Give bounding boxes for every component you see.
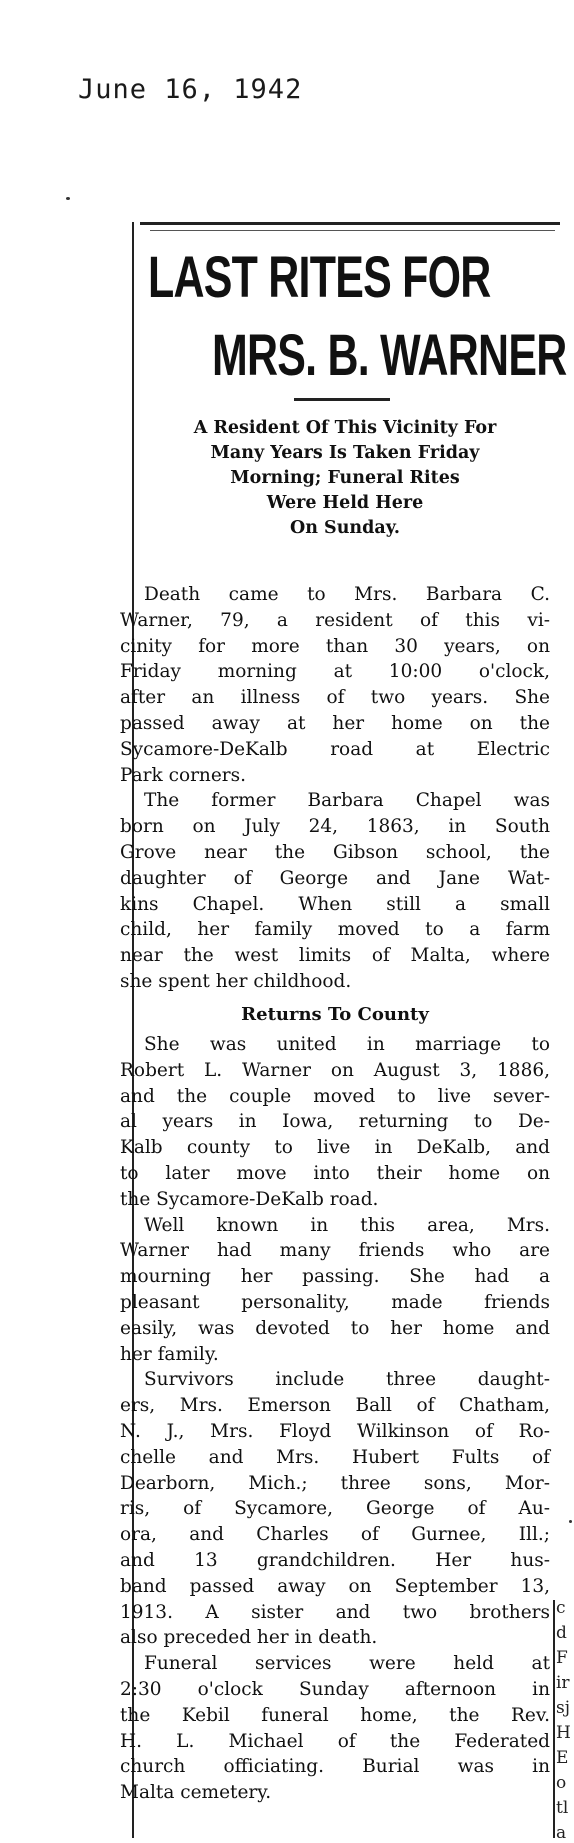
article-line: to later move into their home on (120, 1162, 550, 1184)
article-line: N. J., Mrs. Floyd Wilkinson of Ro- (120, 1420, 550, 1442)
margin-fragment: c (556, 1598, 566, 1618)
deck-line: A Resident Of This Vicinity For (193, 418, 497, 438)
margin-fragment: tl (556, 1798, 569, 1818)
article-paragraph (120, 1032, 550, 1213)
margin-fragment: H (556, 1723, 571, 1743)
article-paragraph (120, 582, 550, 788)
article-line: the Kebil funeral home, the Rev. (120, 1704, 550, 1726)
deck-line: Many Years Is Taken Friday (210, 443, 480, 463)
scan-speck (569, 1520, 572, 1523)
article-line: Kalb county to live in DeKalb, and (120, 1137, 550, 1159)
margin-fragment: E (556, 1748, 569, 1768)
article-line: Death came to Mrs. Barbara C. (144, 584, 550, 605)
clipping-top-rule-thin (150, 230, 555, 231)
clipping-date: June 16, 1942 (78, 74, 303, 105)
article-line: Grove near the Gibson school, the (120, 841, 550, 863)
article-line: cinity for more than 30 years, on (120, 635, 550, 657)
article-line: kins Chapel. When still a small (120, 893, 550, 915)
margin-fragment: F (556, 1648, 568, 1668)
article-line: Warner had many friends who are (120, 1240, 550, 1262)
article-line: ers, Mrs. Emerson Ball of Chatham, (120, 1395, 550, 1417)
deck-line: Morning; Funeral Rites (230, 468, 460, 488)
article-paragraph (120, 1651, 550, 1806)
article-line: 2:30 o'clock Sunday afternoon in (120, 1678, 550, 1700)
article-line: H. L. Michael of the Federated (120, 1730, 550, 1752)
article-line: the Sycamore-DeKalb road. (120, 1188, 379, 1210)
article-line: easily, was devoted to her home and (120, 1317, 550, 1339)
article-line: near the west limits of Malta, where (120, 945, 550, 967)
article-line: ris, of Sycamore, George of Au- (120, 1498, 550, 1520)
article-line: chelle and Mrs. Hubert Fults of (120, 1446, 550, 1468)
scan-speck (66, 197, 70, 200)
article-line: Sycamore-DeKalb road at Electric (120, 738, 550, 760)
article-line: also preceded her in death. (120, 1627, 378, 1649)
article-line: and 13 grandchildren. Her hus- (120, 1549, 550, 1571)
article-section-1 (120, 582, 550, 995)
article-line: She was united in marriage to (144, 1034, 550, 1055)
margin-fragment: sj (556, 1698, 570, 1718)
article-line: Dearborn, Mich.; three sons, Mor- (120, 1472, 550, 1494)
article-line: passed away at her home on the (120, 712, 550, 734)
margin-fragment: a (556, 1823, 567, 1843)
article-line: and the couple moved to live sever- (120, 1085, 550, 1107)
article-line: she spent her childhood. (120, 970, 352, 992)
article-line: The former Barbara Chapel was (144, 790, 550, 812)
column-edge (553, 1600, 555, 1838)
article-line: church officiating. Burial was in (120, 1756, 550, 1778)
article-section-2 (120, 1032, 550, 1806)
article-paragraph (120, 1213, 550, 1368)
article-line: her family. (120, 1343, 219, 1365)
article-line: Funeral services were held at (144, 1653, 550, 1675)
deck-line: Were Held Here (266, 493, 424, 513)
article-line: born on July 24, 1863, in South (120, 816, 550, 838)
margin-fragment: ir (556, 1673, 570, 1693)
article-line: after an illness of two years. She (120, 687, 550, 709)
headline-line-2: MRS. B. WARNER (212, 323, 567, 388)
headline-rule (294, 398, 390, 401)
article-line: ora, and Charles of Gurnee, Ill.; (120, 1524, 550, 1546)
article-line: Well known in this area, Mrs. (144, 1214, 550, 1236)
subheadline-deck (140, 416, 550, 541)
deck-line: On Sunday. (290, 518, 400, 538)
margin-fragment: o (556, 1773, 567, 1793)
article-line: Warner, 79, a resident of this vi- (120, 609, 550, 631)
article-paragraph (120, 1367, 550, 1651)
article-line: 1913. A sister and two brothers (120, 1601, 550, 1623)
section-subhead: Returns To County (241, 1004, 429, 1025)
margin-fragment: d (556, 1623, 567, 1643)
article-line: Survivors include three daught- (144, 1369, 550, 1391)
article-line: Robert L. Warner on August 3, 1886, (120, 1059, 550, 1081)
headline-line-1: LAST RITES FOR (148, 245, 491, 310)
article-line: daughter of George and Jane Wat- (120, 867, 550, 889)
clipping-top-rule (140, 222, 560, 225)
article-line: Park corners. (120, 764, 247, 786)
article-line: pleasant personality, made friends (120, 1291, 550, 1313)
article-paragraph (120, 788, 550, 994)
article-line: child, her family moved to a farm (120, 919, 550, 941)
article-line: Friday morning at 10:00 o'clock, (120, 661, 550, 683)
article-line: mourning her passing. She had a (120, 1266, 550, 1288)
article-line: al years in Iowa, returning to De- (120, 1111, 550, 1133)
article-line: Malta cemetery. (120, 1782, 272, 1804)
article-line: band passed away on September 13, (120, 1575, 550, 1597)
